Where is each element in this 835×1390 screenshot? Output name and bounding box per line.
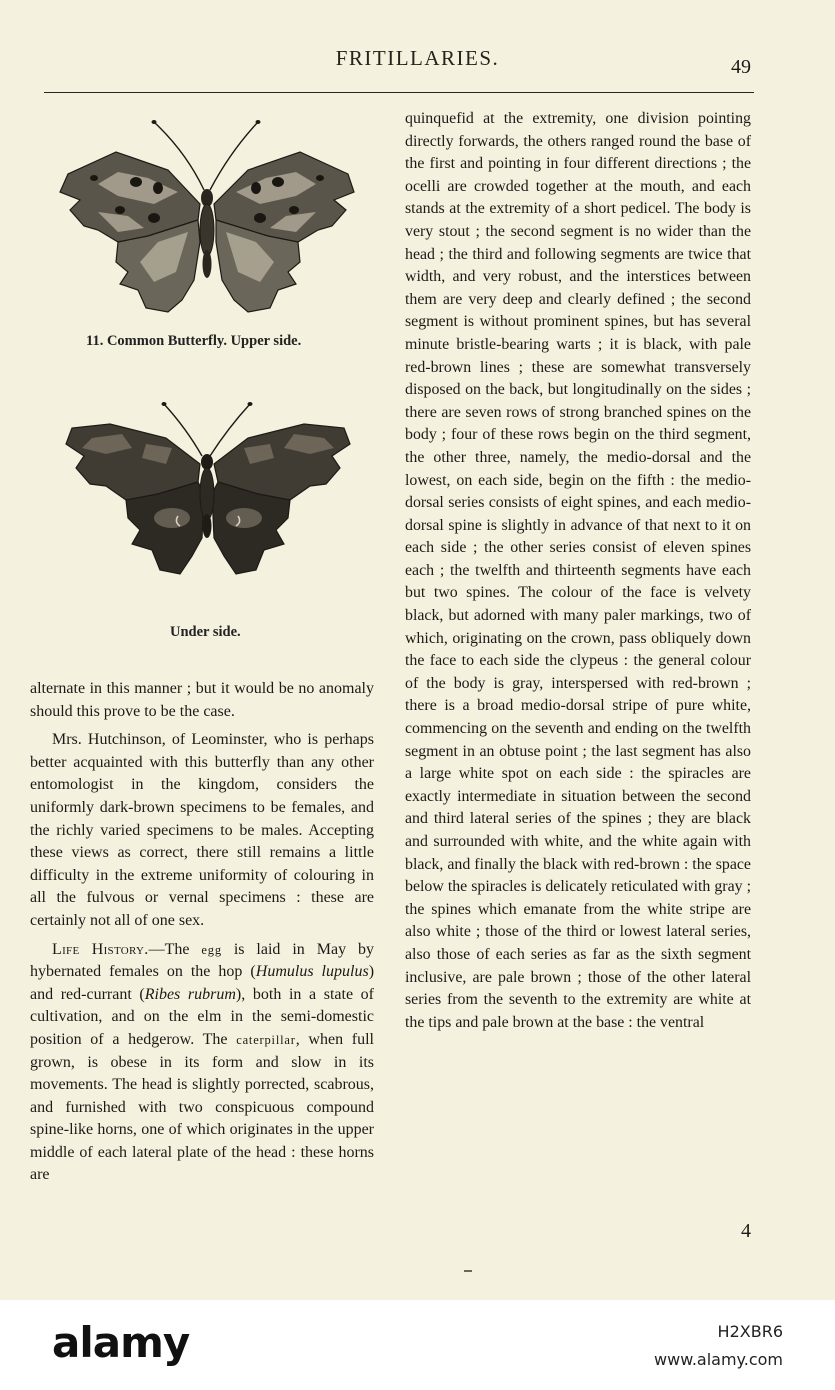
running-title: FRITILLARIES.: [335, 46, 500, 70]
watermark-logo: alamy: [52, 1318, 190, 1367]
header-rule: [44, 92, 754, 93]
paragraph-continuation: alternate in this manner ; but it would be no anomaly should this prove to be the case.: [30, 680, 374, 720]
watermark-url: www.alamy.com: [654, 1350, 783, 1369]
paragraph-hutchinson: Mrs. Hutchinson, of Leominster, who is perhaps better acquainted with this butterfly than any other entomologist in the kingdom, considers the uniformly dark-brown specimens to be females, and the richly varied specimens to be males. Accepting these views as correct, there still remains a little difficulty in the extreme uniformity of colouring in all the fulvous or vernal specimens : these are certainly not all of one sex.: [30, 731, 374, 929]
under-side-caption: Under side.: [170, 624, 241, 640]
right-text-column: [405, 108, 751, 1034]
print-speck: [464, 1270, 472, 1272]
egg-term: egg: [201, 942, 222, 957]
species-humulus: Humulus lupulus: [255, 963, 369, 981]
watermark-image-id: H2XBR6: [717, 1322, 783, 1341]
signature-mark: 4: [741, 1220, 751, 1242]
paragraph-caterpillar-description: quinquefid at the extremity, one division pointing directly forwards, the others ranged round the base of the first and pointing in four different directions ; the ocelli are crowded together at the mouth, and each stands at the extremity of a short pedicel. The body is very stout ; the second segment is no wider than the head ; the third and following segments are twice that width, and very robust, and the interstices between them are very deep and clearly defined ; the second segment is without prominent spines, but has several minute bristle-bearing warts ; it is black, with pale red-brown lines ; these are somewhat transversely disposed on the back, but longitudinally on the sides ; there are seven rows of strong branched spines on the body ; four of these rows begin on the third segment, the other three, namely, the medio-dorsal and the lowest, on each side, begin on the fifth : the medio-dorsal series consists of eight spines, and each medio-dorsal spine is slightly in advance of that next to it on each side ; the other series consist of eleven spines each ; the twelfth and thirteenth segments have each but two spines. The colour of the face is velvety black, but adorned with many paler markings, two of which, originating on the crown, pass obliquely down the face to each side the clypeus : the general colour of the body is gray, interspersed with red-brown ; there is a broad medio-dorsal stripe of pure white, commencing on the seventh and ending on the twelfth segment in an obtuse point ; the last segment has also a large white spot on each side : the spiracles are exactly intermediate in situation between the second and third lateral series of the spines ; they are black and surrounded with white, and the white again with black, and finally the black with red-brown : the space below the spiracles is delicately reticulated with gray ; the spines which emanate from the white stripe are also white ; those of the third or lowest lateral series, also those of each series as far as the sixth segment inclusive, are pale brown ; those of the other lateral series from the seventh to the extremity are white at the tips and pale brown at the base : the ventral: [405, 110, 751, 1031]
life-history-heading: Life History.: [52, 940, 149, 958]
page-number: 49: [731, 56, 751, 78]
species-ribes: Ribes rubrum: [144, 985, 236, 1003]
butterfly-under-side-illustration: [62, 398, 354, 588]
left-text-column: [30, 678, 374, 1187]
caterpillar-term: caterpillar: [236, 1032, 296, 1047]
upper-side-caption: 11. Common Butterfly. Upper side.: [86, 333, 302, 349]
paragraph-life-history: Life History.—The egg is laid in May by hybernated females on the hop (Humulus lupulus) and red-currant (Ribes rubrum), both in a state of cultivation, and on the elm in the semi-domestic position of a hedgerow. The caterpillar, when full grown, is obese in its form and slow in its movements. The head is slightly porrected, scabrous, and furnished with two conspicuous compound spine-like horns, one of which originates in the upper middle of each lateral plate of the head : these horns are: [30, 940, 375, 1184]
butterfly-upper-side-illustration: [58, 112, 358, 322]
